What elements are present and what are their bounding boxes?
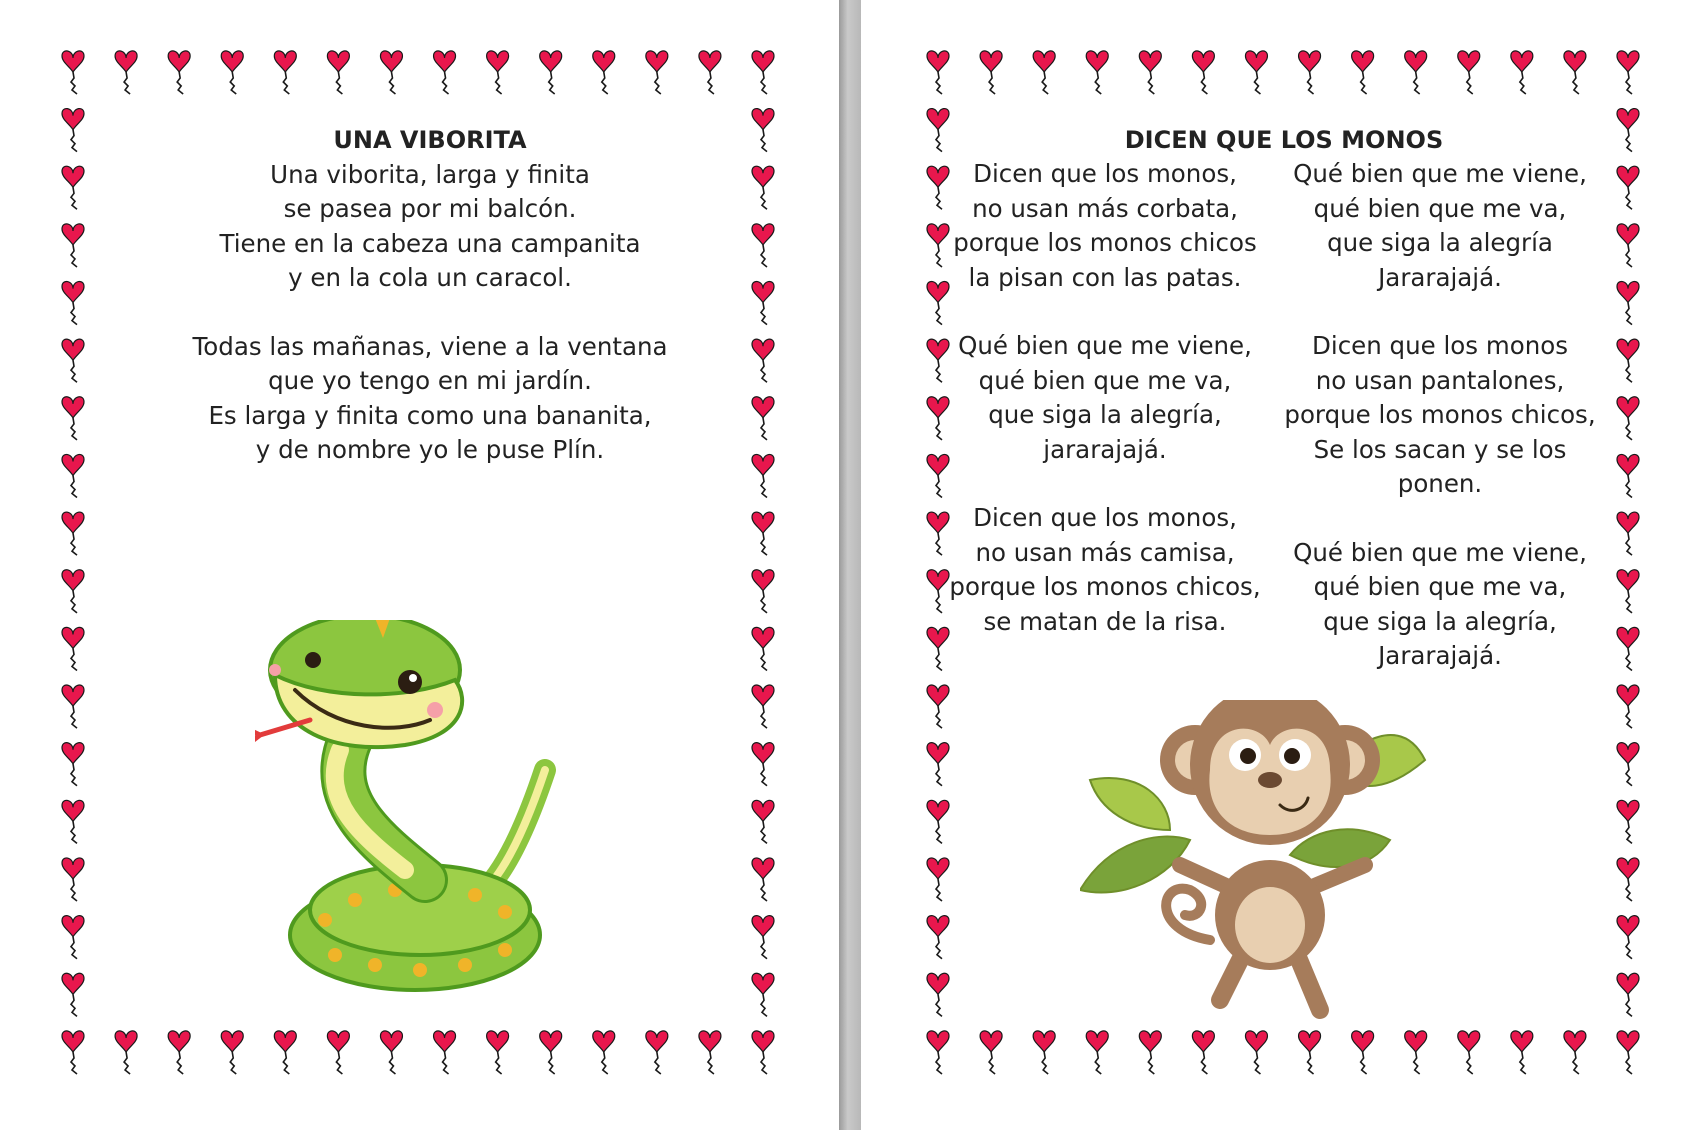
- snake-illustration: [255, 620, 615, 1000]
- poem-column-right: [1270, 157, 1610, 674]
- poem-stanza: Qué bien que me viene, qué bien que me va, que siga la alegría, Jararajajá.: [1293, 537, 1587, 670]
- page-divider: [839, 0, 861, 1130]
- poem-stanza: Qué bien que me viene, qué bien que me va, que siga la alegría Jararajajá.: [1293, 159, 1587, 292]
- monkey-illustration: [1080, 700, 1440, 1030]
- poem-title: DICEN QUE LOS MONOS: [1124, 126, 1444, 154]
- poem-column-left: [940, 157, 1270, 639]
- poem-stanza: Dicen que los monos no usan pantalones, porque los monos chicos, Se los sacan y se los ponen.: [1284, 331, 1596, 498]
- poem-stanza: Dicen que los monos, no usan más corbata, porque los monos chicos la pisan con las patas.: [953, 159, 1257, 292]
- left-poem: [180, 123, 680, 468]
- poem-stanza: Una viborita, larga y finita se pasea por mi balcón. Tiene en la cabeza una campanita y en la cola un caracol.: [219, 159, 641, 292]
- poem-stanza: Todas las mañanas, viene a la ventana que yo tengo en mi jardín. Es larga y finita como una bananita, y de nombre yo le puse Plín.: [192, 331, 668, 464]
- poem-stanza: Dicen que los monos, no usan más camisa, porque los monos chicos, se matan de la risa.: [949, 503, 1261, 636]
- poem-title: UNA VIBORITA: [333, 126, 527, 154]
- poem-stanza: Qué bien que me viene, qué bien que me va, que siga la alegría, jararajajá.: [958, 331, 1252, 464]
